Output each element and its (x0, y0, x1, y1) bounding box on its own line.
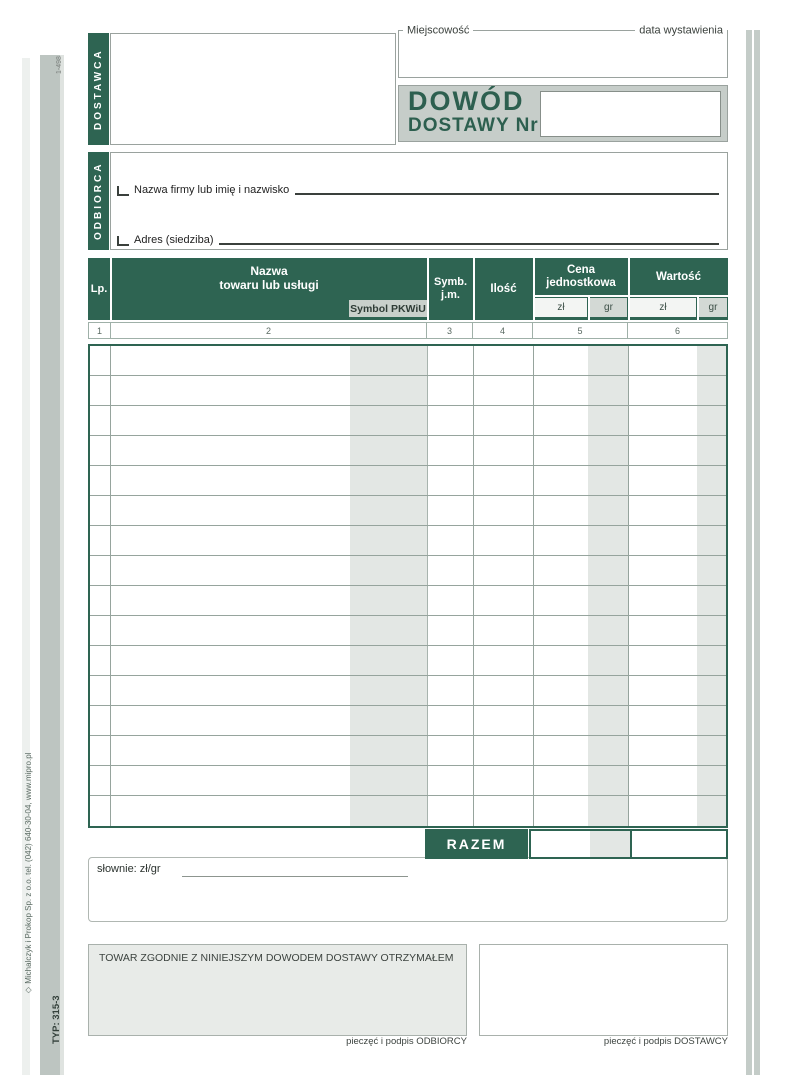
document-number-field[interactable] (540, 91, 721, 137)
amount-in-words-box (88, 857, 728, 922)
place-label: Miejscowość (403, 24, 473, 36)
column-number-cell: 3 (426, 322, 473, 339)
header-separator (588, 296, 590, 320)
value-zl-subheader: zł (630, 298, 696, 317)
issue-date-label: data wystawienia (635, 24, 727, 36)
table-row[interactable] (90, 796, 726, 826)
col-header-unit-price: Cena jednostkowa (546, 263, 616, 289)
table-row[interactable] (90, 466, 726, 496)
table-row[interactable] (90, 526, 726, 556)
header-separator (110, 258, 112, 320)
table-row[interactable] (90, 646, 726, 676)
recipient-address-line[interactable] (219, 242, 719, 245)
right-edge-strip (746, 30, 752, 1075)
column-number-cell: 4 (472, 322, 533, 339)
table-row[interactable] (90, 556, 726, 586)
price-gr-subheader: gr (590, 298, 627, 317)
header-separator (534, 295, 728, 297)
table-row[interactable] (90, 496, 726, 526)
total-amount-field[interactable] (529, 829, 728, 859)
header-separator (628, 258, 630, 320)
recipient-tab: ODBIORCA (88, 152, 109, 250)
column-number-cell: 2 (110, 322, 427, 339)
table-header (88, 258, 728, 320)
price-zl-subheader: zł (535, 298, 587, 317)
field-bracket-icon (117, 236, 129, 246)
recipient-box (110, 152, 728, 250)
recipient-address-label: Adres (siedziba) (134, 234, 214, 246)
place-date-field[interactable] (398, 24, 728, 78)
table-row[interactable] (90, 346, 726, 376)
total-gr-band (590, 831, 630, 857)
header-separator (697, 296, 699, 320)
table-row[interactable] (90, 766, 726, 796)
table-body-rows (90, 346, 726, 826)
recipient-name-label: Nazwa firmy lub imię i nazwisko (134, 184, 290, 196)
recipient-name-line[interactable] (295, 192, 719, 195)
table-row[interactable] (90, 586, 726, 616)
goods-received-box[interactable] (88, 944, 467, 1036)
producer-imprint: ◇ Michalczyk i Prokop Sp. z o.o. tel. (042) 640-30-04, www.mipro.pl (24, 752, 33, 995)
header-separator (427, 258, 429, 320)
right-edge-strip-2 (754, 30, 760, 1075)
field-bracket-icon (117, 186, 129, 196)
col-header-qty: Ilość (490, 283, 517, 295)
col-header-pkwiu: Symbol PKWiU (349, 300, 427, 317)
table-row[interactable] (90, 616, 726, 646)
edge-code: 1-498 (56, 56, 63, 74)
table-row[interactable] (90, 706, 726, 736)
col-header-value: Wartość (656, 270, 701, 283)
table-row[interactable] (90, 376, 726, 406)
table-row[interactable] (90, 436, 726, 466)
recipient-address-field[interactable] (117, 235, 719, 246)
table-body (88, 344, 728, 828)
total-divider (630, 831, 632, 857)
header-separator (533, 258, 535, 320)
form-type-code: TYP: 315-3 (51, 995, 62, 1044)
table-row[interactable] (90, 406, 726, 436)
col-header-unit: Symb. j.m. (433, 276, 467, 301)
goods-received-statement: TOWAR ZGODNIE Z NINIEJSZYM DOWODEM DOSTAWY OTRZYMAŁEM (99, 952, 454, 964)
column-number-cell: 6 (627, 322, 728, 339)
supplier-signature-box[interactable] (479, 944, 728, 1036)
value-gr-subheader: gr (699, 298, 727, 317)
column-number-cell: 1 (88, 322, 111, 339)
recipient-signature-caption: pieczęć i podpis ODBIORCY (346, 1036, 467, 1047)
document-subtitle: DOSTAWY Nr (408, 115, 539, 136)
amount-in-words-line[interactable] (182, 866, 408, 877)
supplier-tab: DOSTAWCA (88, 33, 109, 145)
column-number-cell: 5 (532, 322, 628, 339)
document-title: DOWÓD (408, 86, 525, 116)
column-number-row (88, 322, 730, 339)
col-header-name: Nazwa towaru lub usługi (219, 264, 319, 292)
total-label: RAZEM (425, 829, 528, 859)
supplier-field[interactable] (110, 33, 396, 145)
title-panel (398, 85, 728, 142)
table-row[interactable] (90, 676, 726, 706)
left-edge-strip (40, 55, 60, 1075)
supplier-signature-caption: pieczęć i podpis DOSTAWCY (603, 1036, 728, 1047)
left-edge-strip-thin (60, 55, 64, 1075)
header-separator (473, 258, 475, 320)
table-row[interactable] (90, 736, 726, 766)
col-header-lp: Lp. (90, 283, 108, 295)
recipient-name-field[interactable] (117, 185, 719, 196)
amount-in-words-label: słownie: zł/gr (97, 863, 161, 875)
